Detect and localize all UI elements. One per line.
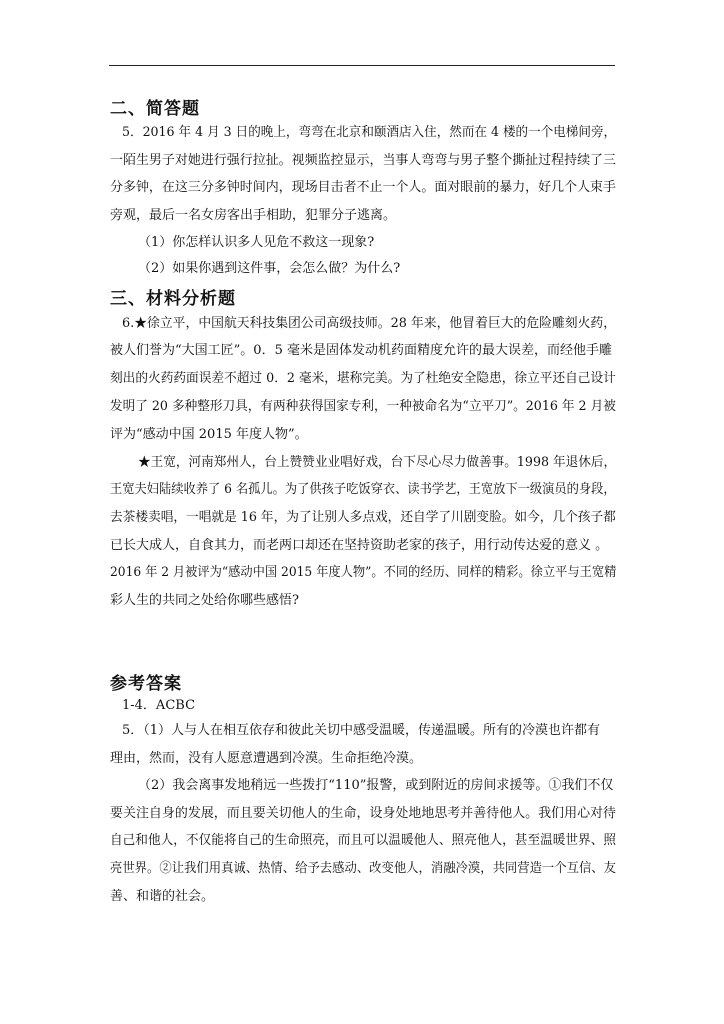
section-heading-answers: 参考答案 [110,674,182,694]
answer-5-1-line-1: 5．（1）人与人在相互依存和彼此关切中感受温暖，传递温暖。所有的冷漠也许都有 [122,723,601,738]
q6-para2-line-3: 去茶楼卖唱，一唱就是 16 年，为了让别人多点戏，还自学了川剧变脸。如今，几个孩子都 [110,510,616,525]
q6-para1-line-1: 6.★徐立平，中国航天科技集团公司高级技师。28 年来，他冒着巨大的危险雕刻火药， [122,316,617,331]
q5-line-3: 分多钟，在这三分多钟时间内，现场目击者不止一个人。面对眼前的暴力，好几个人束手 [110,180,617,195]
q6-para2-line-5: 2016 年 2 月被评为“感动中国 2015 年度人物”。不同的经历、同样的精彩。徐立平与王宽精 [110,565,617,580]
section-heading-short-answer: 二、简答题 [110,99,200,119]
answer-5-2-line-5: 善、和谐的社会。 [110,889,215,904]
answer-5-2-line-2: 要关注自身的发展，而且要关切他人的生命，设身处地地思考并善待他人。我们用心对待 [110,806,617,821]
answer-5-2-line-1: （2）我会离事发地稍远一些拨打“110”报警，或到附近的房间求援等。①我们不仅 [138,778,614,793]
q5-line-2: 一陌生男子对她进行强行拉扯。视频监控显示，当事人弯弯与男子整个撕扯过程持续了三 [110,153,617,168]
answer-5-1-line-2: 理由，然而，没有人愿意遭遇到冷漠。生命拒绝冷漠。 [110,751,423,766]
q6-para1-line-2: 被人们誉为“大国工匠”。0．5 毫米是固体发动机药面精度允许的最大误差，而经他手雕 [110,343,612,358]
q6-para2-line-6: 彩人生的共同之处给你哪些感悟? [110,593,299,608]
q5-sub-question-1: （1）你怎样认识多人见危不救这一现象? [138,235,375,250]
q5-line-4: 旁观，最后一名女房客出手相助，犯罪分子逃离。 [110,208,397,223]
q5-line-1: 5．2016 年 4 月 3 日的晚上，弯弯在北京和颐酒店入住，然而在 4 楼的一个电梯间旁， [122,125,617,140]
q5-sub-question-2: （2）如果你遇到这件事，会怎么做？为什么? [138,261,401,276]
answer-multiple-choice: 1-4．ACBC [122,698,196,713]
top-divider [109,65,615,66]
q6-para1-line-3: 刻出的火药药面误差不超过 0．2 毫米，堪称完美。为了杜绝安全隐患，徐立平还自己设计 [110,371,616,386]
section-heading-material-analysis: 三、材料分析题 [110,289,236,309]
answer-5-2-line-3: 自己和他人，不仅能将自己的生命照亮，而且可以温暖他人、照亮他人，甚至温暖世界、照 [110,833,617,848]
q6-para2-line-4: 已长大成人，自食其力，而老两口却还在坚持资助老家的孩子，用行动传达爱的意义 。 [110,538,609,553]
q6-para2-line-1: ★王宽，河南郑州人，台上赞赞业业唱好戏，台下尽心尽力做善事。1998 年退休后， [138,455,617,470]
answer-5-2-line-4: 亮世界。②让我们用真诚、热情、给予去感动、改变他人，消融冷漠，共同营造一个互信、友 [110,861,616,876]
q6-para1-line-5: 评为“感动中国 2015 年度人物”。 [110,427,308,442]
q6-para1-line-4: 发明了 20 多种整形刀具，有两种获得国家专利，一种被命名为“立平刀”。2016 年 2 月被 [110,399,616,414]
q6-para2-line-2: 王宽夫妇陆续收养了 6 名孤儿。为了供孩子吃饭穿衣、读书学艺，王宽放下一级演员的身段， [110,482,616,497]
